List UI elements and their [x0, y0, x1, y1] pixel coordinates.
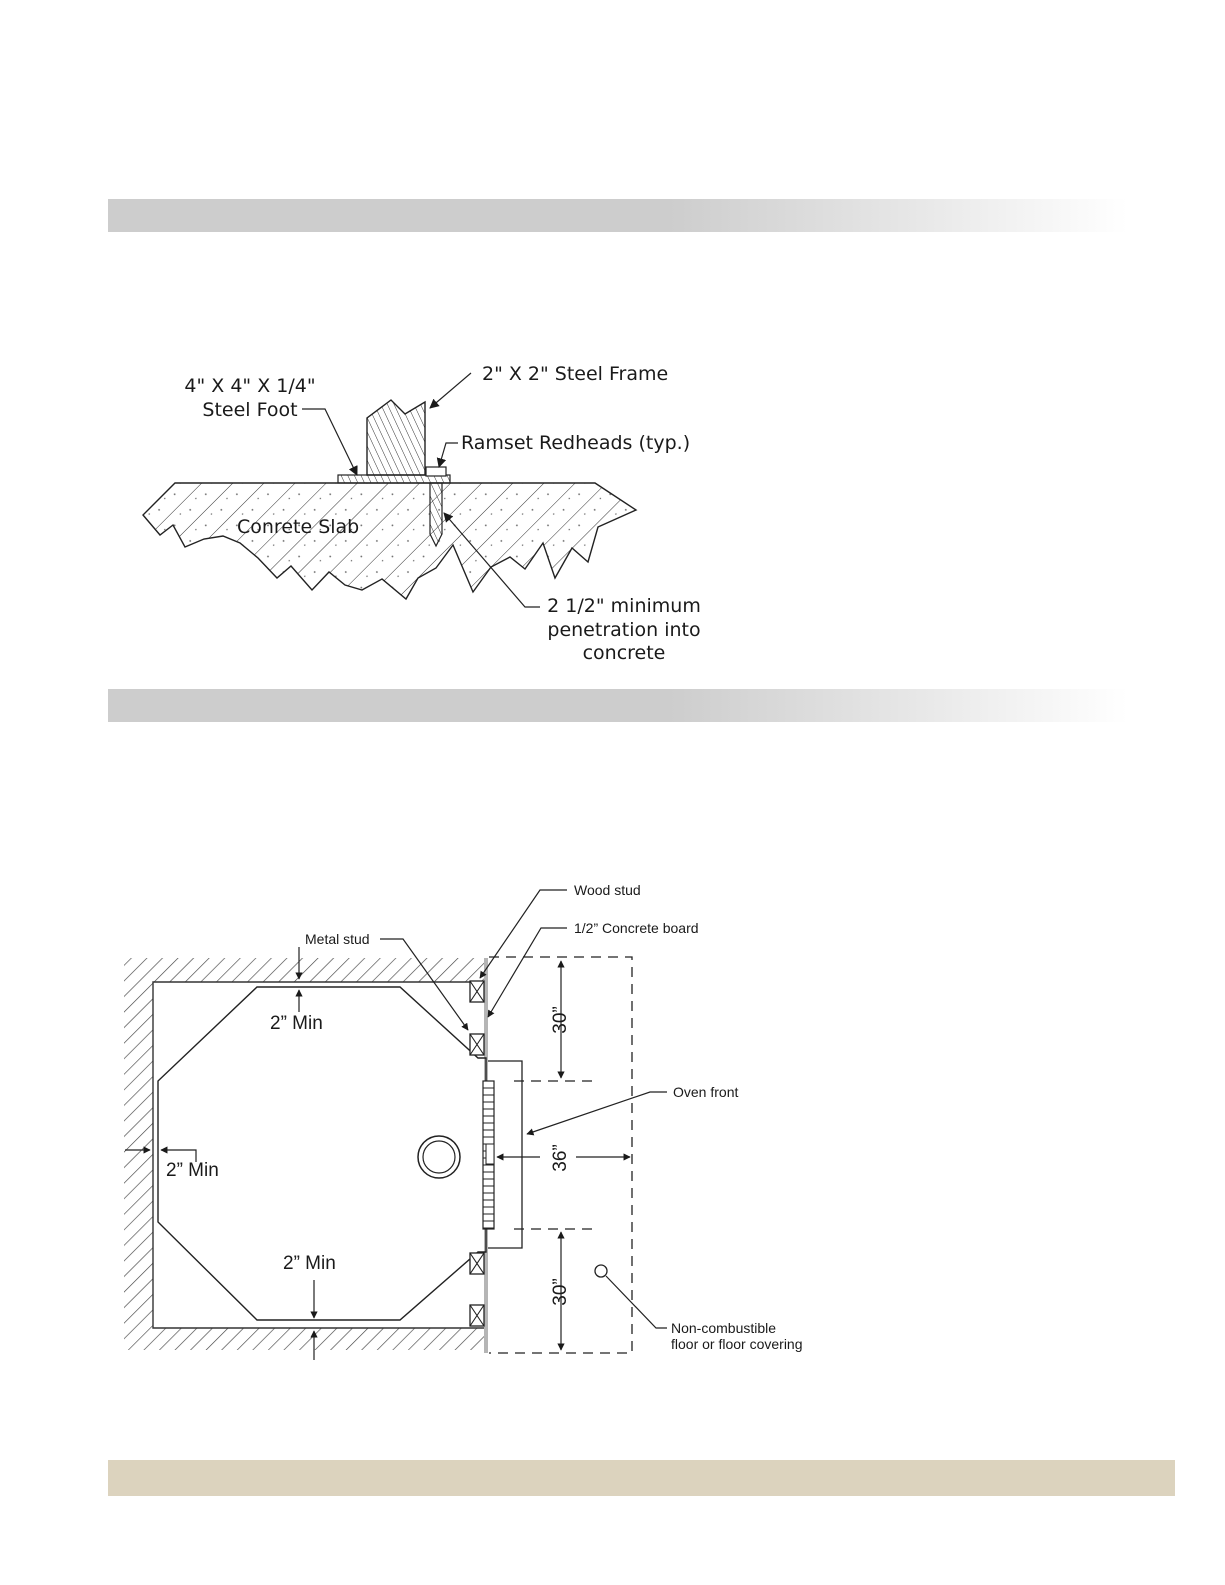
- oven-front-label: Oven front: [673, 1084, 739, 1100]
- wood-stud-label: Wood stud: [574, 882, 641, 898]
- bottom-min-label: 2” Min: [283, 1253, 336, 1274]
- floor-label-line2: floor or floor covering: [671, 1336, 803, 1352]
- steel-foot-label-line2: Steel Foot: [202, 399, 298, 421]
- steel-foot-label-line1: 4" X 4" X 1/4": [184, 375, 316, 397]
- depth-36-label: 36”: [550, 1144, 571, 1172]
- lower-30-label: 30”: [550, 1278, 571, 1306]
- top-min-label: 2” Min: [270, 1013, 323, 1034]
- flue-circle-inner: [423, 1141, 455, 1173]
- floor-label-line1: Non-combustible: [671, 1320, 777, 1336]
- penetration-label-line3: concrete: [582, 642, 666, 664]
- metal-stud-label: Metal stud: [305, 931, 370, 947]
- concrete-board-label: 1/2” Concrete board: [574, 920, 699, 936]
- flue-circle-outer: [418, 1136, 460, 1178]
- slab-label: Conrete Slab: [237, 516, 360, 538]
- concrete-slab: [143, 483, 636, 599]
- penetration-label-line2: penetration into: [547, 619, 701, 641]
- stud-metal-bottom: [470, 1253, 484, 1274]
- stud-metal-top: [470, 1034, 484, 1055]
- steel-frame-post: [367, 400, 425, 475]
- floor-callout-marker: [595, 1265, 607, 1277]
- footing-detail: [143, 363, 701, 664]
- steel-frame-label: 2" X 2" Steel Frame: [482, 363, 669, 385]
- anchor-head: [426, 467, 446, 476]
- stud-wood-top: [470, 981, 484, 1002]
- clearance-plan: [124, 882, 803, 1360]
- stud-wood-bottom: [470, 1305, 484, 1326]
- anchor-shank: [430, 483, 442, 546]
- left-min-label: 2” Min: [166, 1160, 219, 1181]
- anchors-label: Ramset Redheads (typ.): [461, 432, 691, 454]
- door-handle: [486, 1144, 494, 1164]
- penetration-label-line1: 2 1/2" minimum: [547, 595, 701, 617]
- upper-30-label: 30”: [550, 1006, 571, 1034]
